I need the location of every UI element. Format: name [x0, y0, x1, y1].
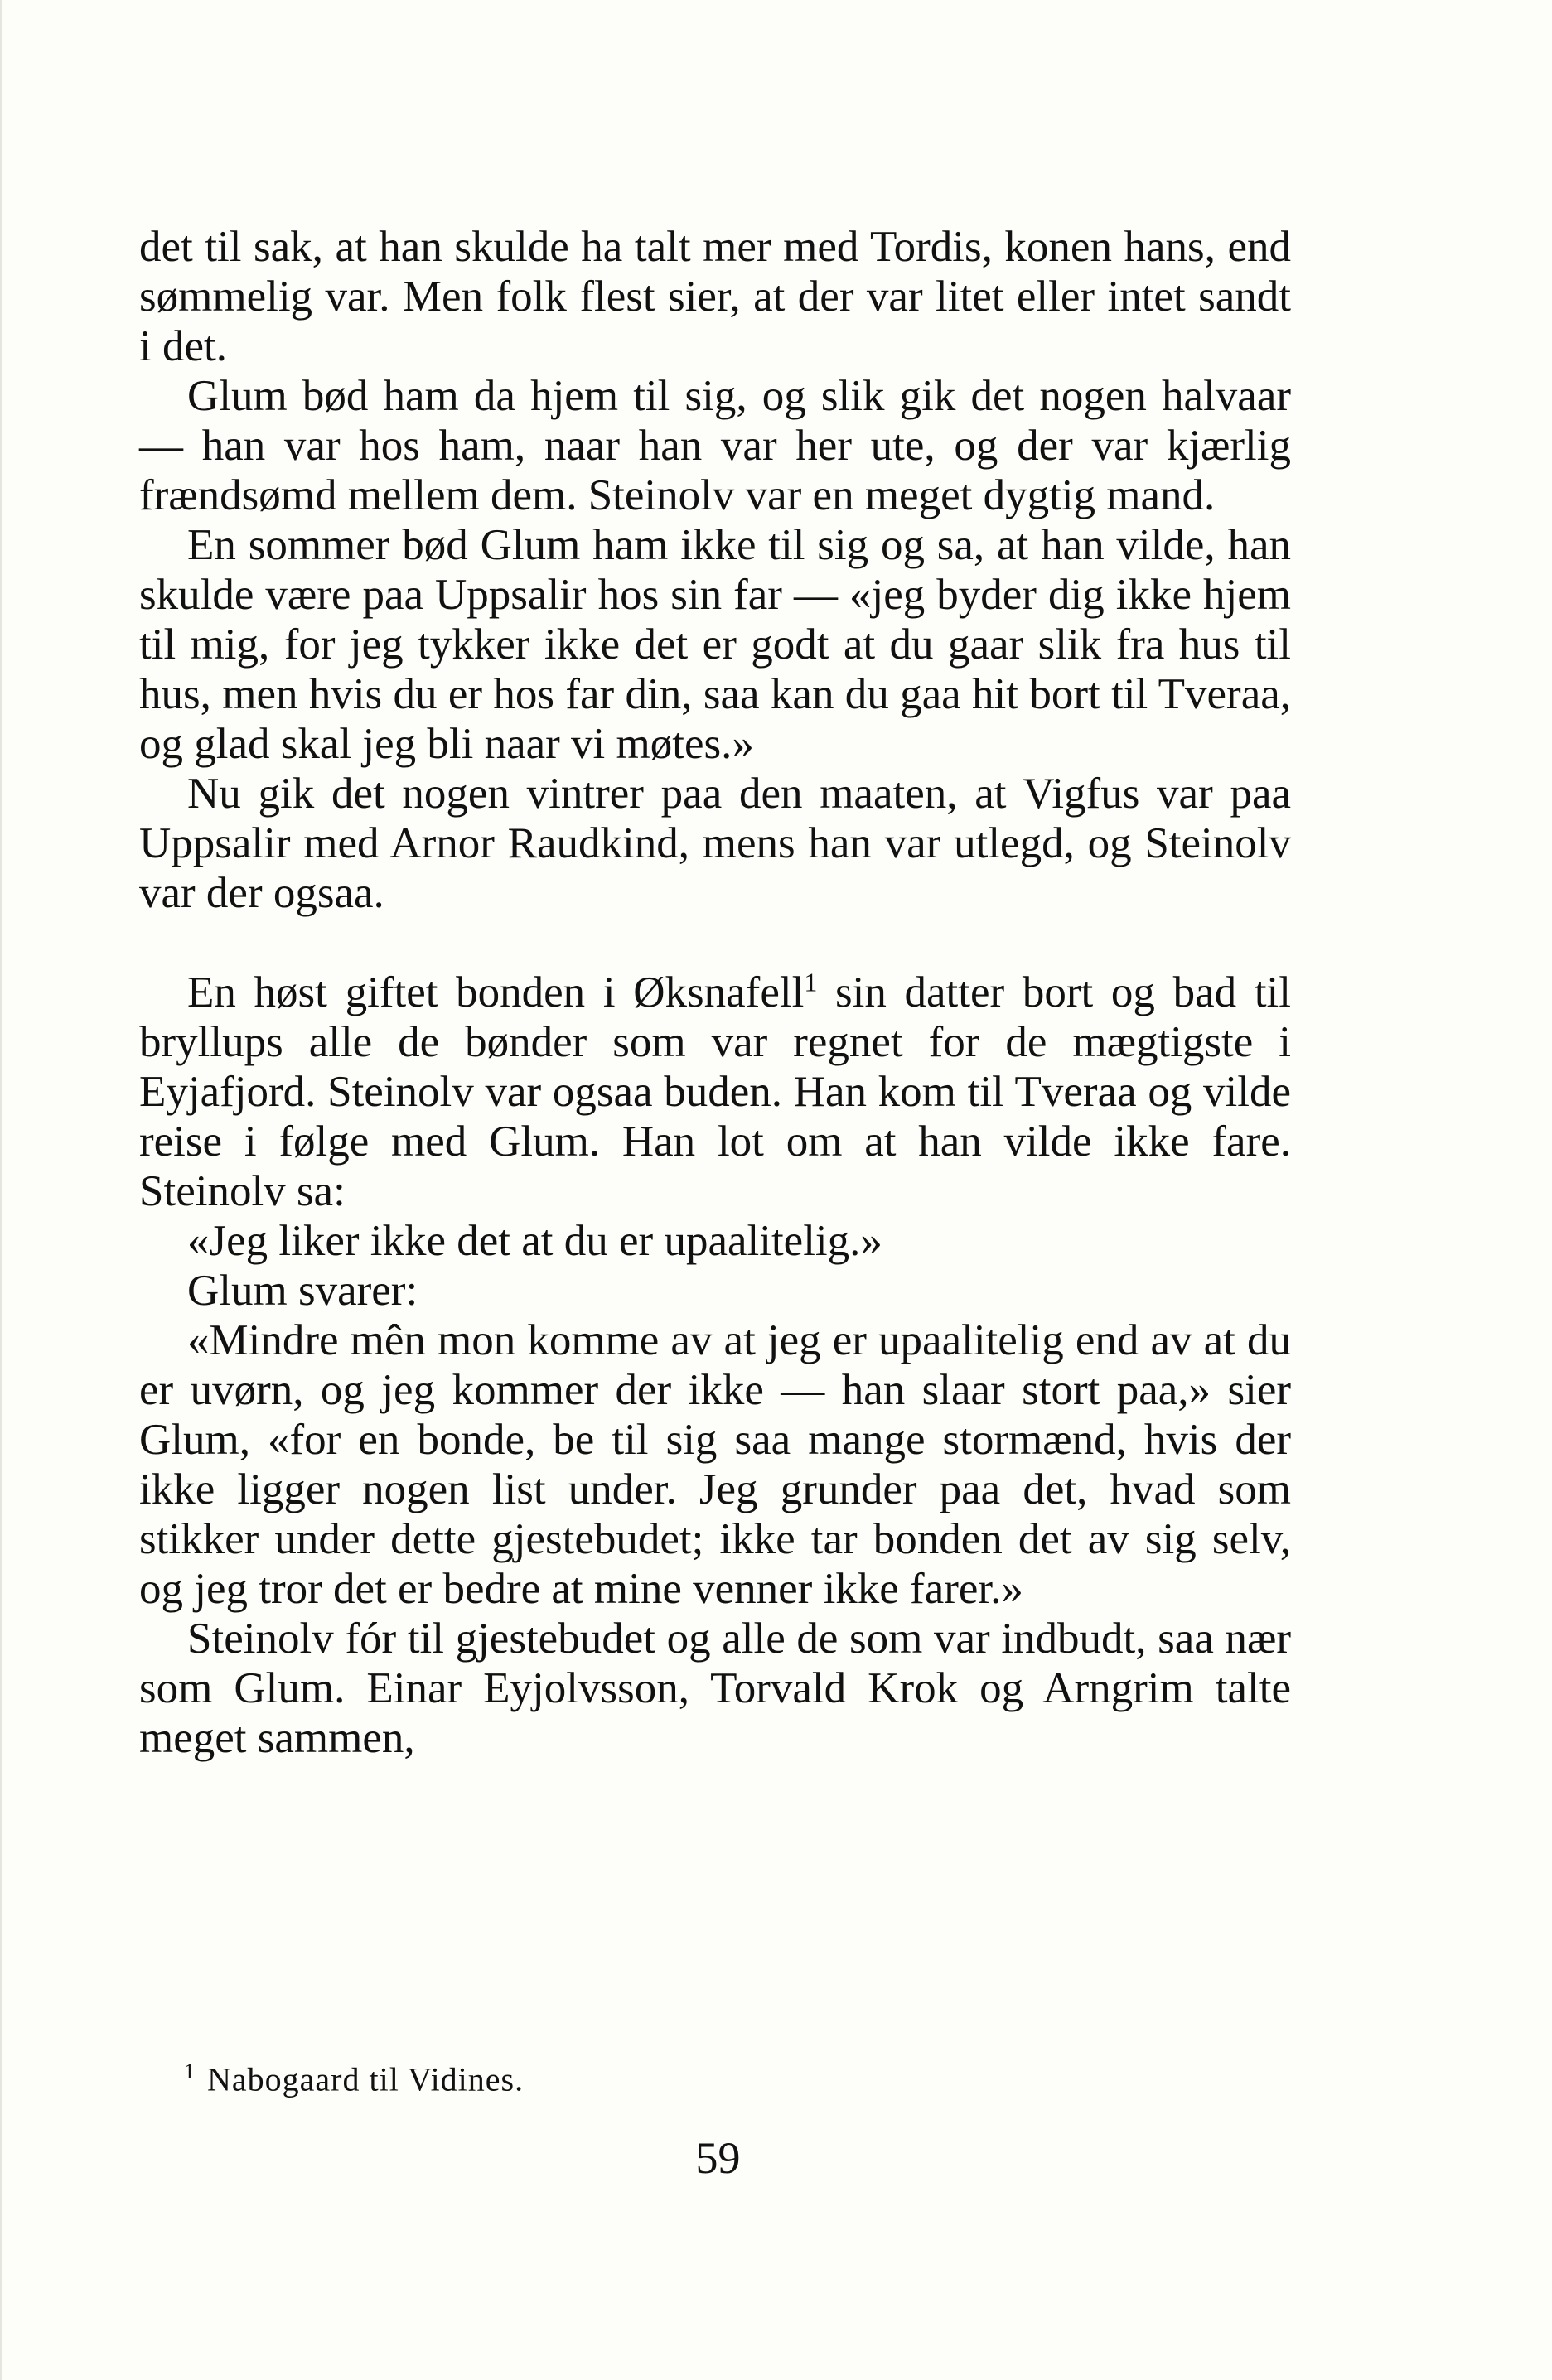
paragraph-5-rest: sin datter bort og bad til bryllups alle de bønder som var regnet for de mægtigste i Eyjafjord. Steinolv var ogsaa buden. Han kom til Tveraa og vilde reise i følge med Glum. Han lot om at han vilde ikke fare. Steinolv sa: [139, 968, 1292, 1215]
scan-edge [0, 0, 2, 2380]
paragraph-8: «Mindre mên mon komme av at jeg er upaalitelig end av at du er uvørn, og jeg kommer der ikke — han slaar stort paa,» sier Glum, «for en bonde, be til sig saa mange stormænd, hvis der ikke ligger nogen list under. Jeg grunder paa det, hvad som stikker under dette gjestebudet; ikke tar bonden det av sig selv, og jeg tror det er bedre at mine venner ikke farer.» [139, 1316, 1291, 1613]
footnote [184, 2051, 1178, 2100]
paragraph-2: Glum bød ham da hjem til sig, og slik gik det nogen halvaar — han var hos ham, naar han var her ute, og der var kjærlig frændsømd mellem dem. Steinolv var en meget dygtig mand. [139, 372, 1291, 519]
footnote-text: Nabogaard til Vidines. [207, 2060, 525, 2098]
paragraph-1: det til sak, at han skulde ha talt mer med Tordis, konen hans, end sømmelig var. Men folk flest sier, at der var litet eller intet sandt i det. [139, 223, 1291, 370]
paragraph-4: Nu gik det nogen vintrer paa den maaten, at Vigfus var paa Uppsalir med Arnor Raudkind, mens han var utlegd, og Steinolv var der ogsaa. [139, 770, 1291, 917]
body-text [139, 222, 1291, 1763]
footnote-reference: 1 [804, 967, 818, 997]
paragraph-6: «Jeg liker ikke det at du er upaalitelig.» [187, 1217, 882, 1265]
paragraph-9: Steinolv fór til gjestebudet og alle de som var indbudt, saa nær som Glum. Einar Eyjolvsson, Torvald Krok og Arngrim talte meget sammen, [139, 1615, 1291, 1762]
paragraph-5-lead: En høst giftet bonden i Øksnafell [187, 968, 805, 1016]
page-number: 59 [695, 2133, 741, 2183]
page-number-container [0, 2132, 1552, 2184]
paragraph-5 [139, 968, 1291, 1216]
footnote-marker: 1 [184, 2059, 196, 2083]
paragraph-7: Glum svarer: [187, 1267, 418, 1315]
paragraph-3: En sommer bød Glum ham ikke til sig og sa, at han vilde, han skulde være paa Uppsalir hos sin far — «jeg byder dig ikke hjem til mig, for jeg tykker ikke det er godt at du gaar slik fra hus til hus, men hvis du er hos far din, saa kan du gaa hit bort til Tveraa, og glad skal jeg bli naar vi møtes.» [139, 521, 1291, 768]
